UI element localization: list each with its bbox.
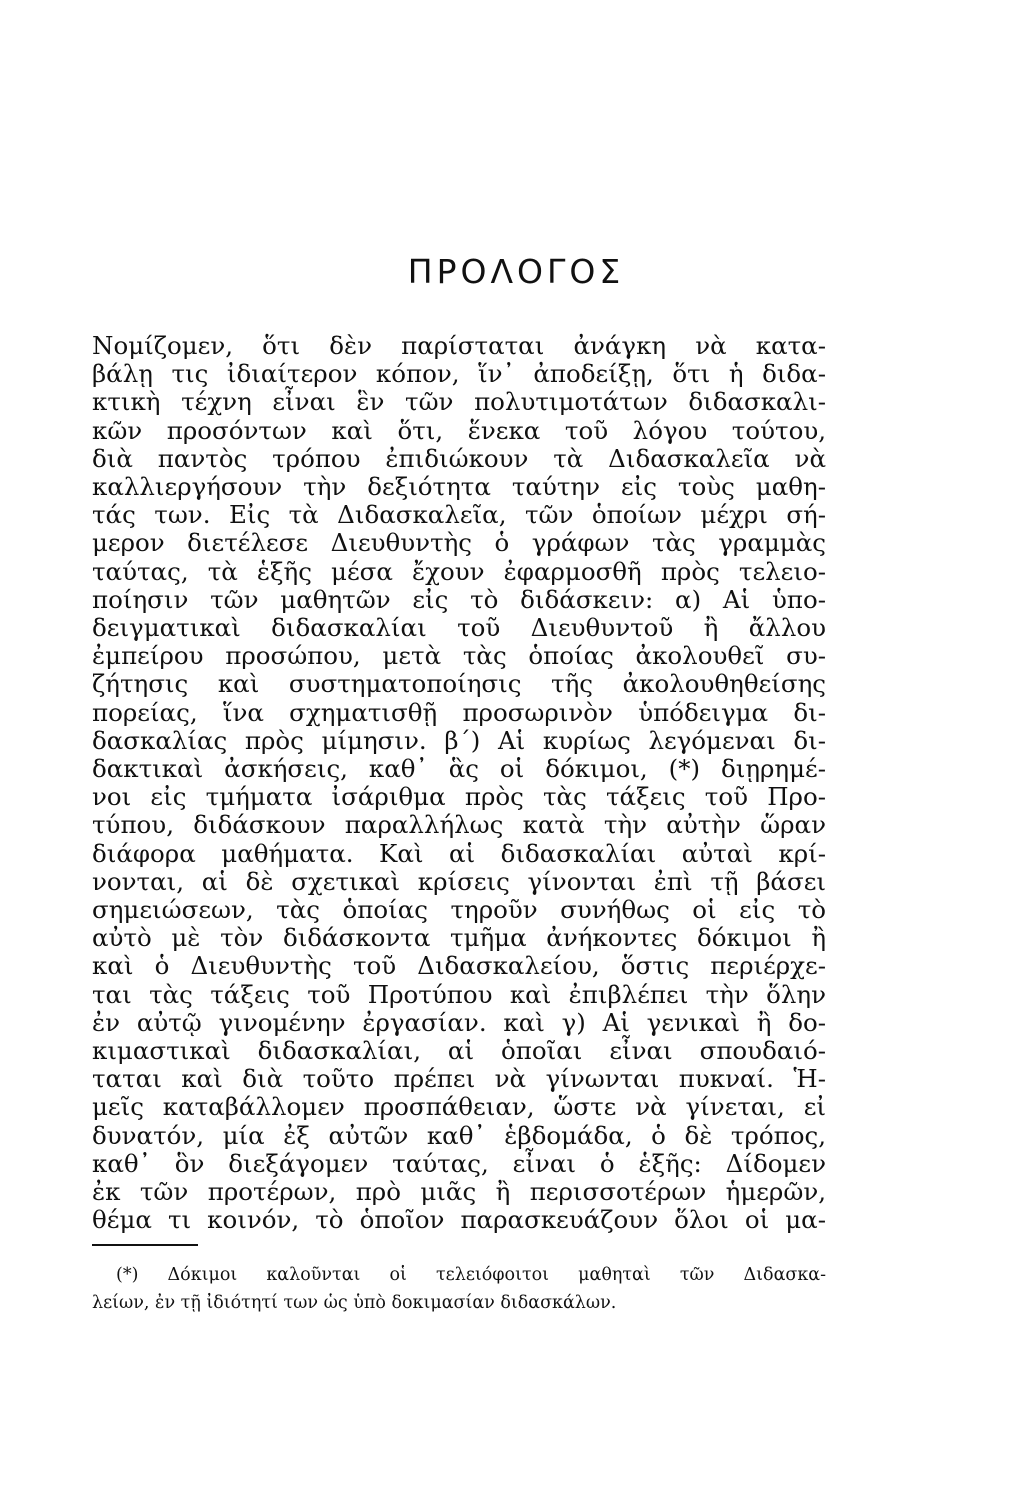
footnote-line: (*) Δόκιμοι καλοῦνται οἱ τελειόφοιτοι μαθηταὶ τῶν Διδασκα- bbox=[116, 1265, 826, 1285]
text-line: διὰ παντὸς τρόπου ἐπιδιώκουν τὰ Διδασκαλεῖα νὰ bbox=[92, 444, 826, 473]
text-line: ταύτας, τὰ ἑξῆς μέσα ἔχουν ἐφαρμοσθῆ πρὸς τελειο- bbox=[92, 557, 826, 586]
text-line: ζήτησις καὶ συστηματοποίησις τῆς ἀκολουθηθείσης bbox=[92, 669, 826, 698]
text-line: κτικὴ τέχνη εἶναι ἓν τῶν πολυτιμοτάτων διδασκαλι- bbox=[92, 387, 826, 416]
text-line: τάς των. Εἰς τὰ Διδασκαλεῖα, τῶν ὁποίων μέχρι σή- bbox=[92, 500, 826, 529]
text-line: κῶν προσόντων καὶ ὅτι, ἕνεκα τοῦ λόγου τούτου, bbox=[92, 416, 826, 445]
text-line: δασκαλίας πρὸς μίμησιν. β´) Αἱ κυρίως λεγόμεναι δι- bbox=[92, 726, 826, 755]
text-line: πορείας, ἵνα σχηματισθῇ προσωρινὸν ὑπόδειγμα δι- bbox=[92, 698, 826, 727]
text-line: διάφορα μαθήματα. Καὶ αἱ διδασκαλίαι αὐταὶ κρί- bbox=[92, 839, 826, 868]
text-line: καὶ ὁ Διευθυντὴς τοῦ Διδασκαλείου, ὅστις περιέρχε- bbox=[92, 951, 826, 980]
text-line: ται τὰς τάξεις τοῦ Προτύπου καὶ ἐπιβλέπει τὴν ὅλην bbox=[92, 980, 826, 1009]
text-line: ταται καὶ διὰ τοῦτο πρέπει νὰ γίνωνται πυκναί. Ἡ- bbox=[92, 1064, 826, 1093]
text-line: μερον διετέλεσε Διευθυντὴς ὁ γράφων τὰς γραμμὰς bbox=[92, 528, 826, 557]
text-line: αὐτὸ μὲ τὸν διδάσκοντα τμῆμα ἀνήκοντες δόκιμοι ἢ bbox=[92, 923, 826, 952]
footnote-line: λείων, ἐν τῇ ἰδιότητί των ὡς ὑπὸ δοκιμασίαν διδασκάλων. bbox=[92, 1293, 617, 1313]
text-line: βάλῃ τις ἰδιαίτερον κόπον, ἵν᾽ ἀποδείξῃ, ὅτι ἡ διδα- bbox=[92, 359, 826, 388]
text-line: δειγματικαὶ διδασκαλίαι τοῦ Διευθυντοῦ ἢ ἄλλου bbox=[92, 613, 826, 642]
text-line: ποίησιν τῶν μαθητῶν εἰς τὸ διδάσκειν: α) Αἱ ὑπο- bbox=[92, 585, 826, 614]
text-line: δακτικαὶ ἀσκήσεις, καθ᾽ ἃς οἱ δόκιμοι, (*) διῃρημέ- bbox=[92, 754, 826, 783]
text-line: σημειώσεων, τὰς ὁποίας τηροῦν συνήθως οἱ εἰς τὸ bbox=[92, 895, 826, 924]
text-line: τύπου, διδάσκουν παραλλήλως κατὰ τὴν αὐτὴν ὥραν bbox=[92, 810, 826, 839]
text-line: ἐκ τῶν προτέρων, πρὸ μιᾶς ἢ περισσοτέρων ἡμερῶν, bbox=[92, 1177, 826, 1206]
text-line: καλλιεργήσουν τὴν δεξιότητα ταύτην εἰς τοὺς μαθη- bbox=[92, 472, 826, 501]
footnote-divider bbox=[92, 1244, 198, 1246]
text-line: ἐμπείρου προσώπου, μετὰ τὰς ὁποίας ἀκολουθεῖ συ- bbox=[92, 641, 826, 670]
text-line: νονται, αἱ δὲ σχετικαὶ κρίσεις γίνονται ἐπὶ τῇ βάσει bbox=[92, 867, 826, 896]
text-line: καθ᾽ ὃν διεξάγομεν ταύτας, εἶναι ὁ ἑξῆς: Δίδομεν bbox=[92, 1149, 826, 1178]
text-line: θέμα τι κοινόν, τὸ ὁποῖον παρασκευάζουν ὅλοι οἱ μα- bbox=[92, 1205, 826, 1234]
text-line: ἐν αὐτῷ γινομένην ἐργασίαν. καὶ γ) Αἱ γενικαὶ ἢ δο- bbox=[92, 1008, 826, 1037]
text-line: Νομίζομεν, ὅτι δὲν παρίσταται ἀνάγκη νὰ κατα- bbox=[92, 331, 826, 360]
text-line: νοι εἰς τμήματα ἰσάριθμα πρὸς τὰς τάξεις τοῦ Προ- bbox=[92, 782, 826, 811]
text-line: δυνατόν, μία ἐξ αὐτῶν καθ᾽ ἑβδομάδα, ὁ δὲ τρόπος, bbox=[92, 1121, 826, 1150]
page-title: ΠΡΟΛΟΓΟΣ bbox=[407, 252, 625, 291]
text-line: μεῖς καταβάλλομεν προσπάθειαν, ὥστε νὰ γίνεται, εἰ bbox=[92, 1092, 826, 1121]
text-line: κιμαστικαὶ διδασκαλίαι, αἱ ὁποῖαι εἶναι σπουδαιό- bbox=[92, 1036, 826, 1065]
